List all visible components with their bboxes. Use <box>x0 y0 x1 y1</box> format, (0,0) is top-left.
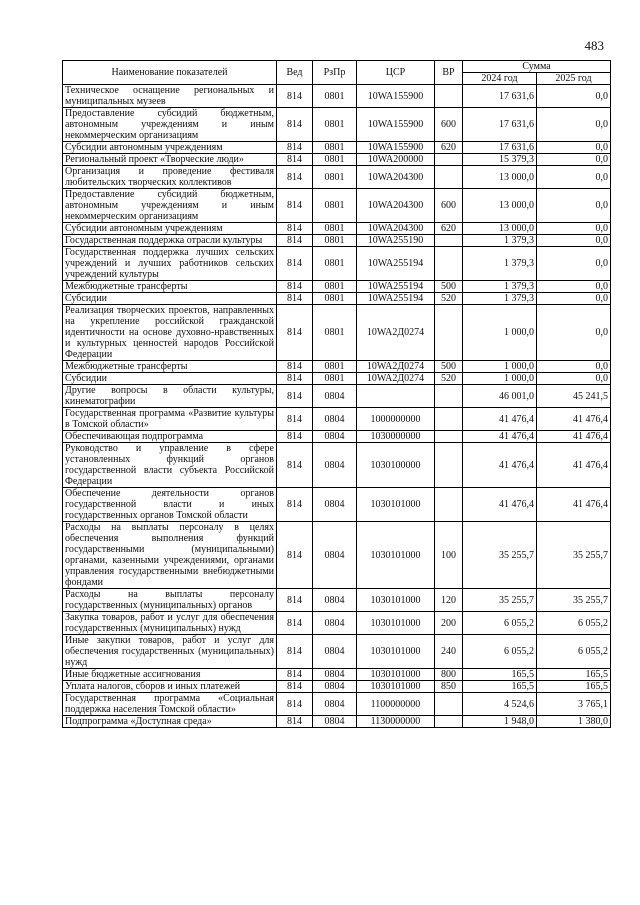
header-rzpr: РзПр <box>313 61 357 85</box>
row-ved: 814 <box>277 716 313 728</box>
row-sum-2025: 41 476,4 <box>537 443 611 488</box>
row-ved: 814 <box>277 166 313 189</box>
row-name: Иные закупки товаров, работ и услуг для обеспечения государственных (муниципальных) нужд <box>63 635 277 669</box>
table-row <box>63 142 611 154</box>
row-sum-2024: 41 476,4 <box>463 443 537 488</box>
table-row <box>63 166 611 189</box>
row-name: Предоставление субсидий бюджетным, автономным учреждениям и иным некоммерческим организациям <box>63 189 277 223</box>
row-csr: 10WA155900 <box>357 142 435 154</box>
table-row <box>63 612 611 635</box>
row-name: Руководство и управление в сфере установленных функций органов государственной власти субъекта Российской Федерации <box>63 443 277 488</box>
row-csr: 1100000000 <box>357 693 435 716</box>
row-name: Техническое оснащение региональных и муниципальных музеев <box>63 85 277 108</box>
row-sum-2025: 0,0 <box>537 108 611 142</box>
row-sum-2025: 0,0 <box>537 142 611 154</box>
table-row <box>63 223 611 235</box>
row-sum-2024: 41 476,4 <box>463 488 537 522</box>
row-rzpr: 0801 <box>313 223 357 235</box>
row-ved: 814 <box>277 189 313 223</box>
row-rzpr: 0801 <box>313 247 357 281</box>
row-sum-2024: 17 631,6 <box>463 108 537 142</box>
row-sum-2024: 1 000,0 <box>463 361 537 373</box>
row-vr <box>435 716 463 728</box>
row-vr: 850 <box>435 681 463 693</box>
row-name: Субсидии <box>63 373 277 385</box>
row-csr: 10WA155900 <box>357 108 435 142</box>
row-rzpr: 0804 <box>313 443 357 488</box>
row-vr: 600 <box>435 189 463 223</box>
row-vr <box>435 247 463 281</box>
row-name: Государственная программа «Развитие культуры в Томской области» <box>63 408 277 431</box>
row-ved: 814 <box>277 85 313 108</box>
row-sum-2024: 13 000,0 <box>463 189 537 223</box>
row-vr <box>435 385 463 408</box>
row-name: Уплата налогов, сборов и иных платежей <box>63 681 277 693</box>
row-rzpr: 0804 <box>313 681 357 693</box>
row-ved: 814 <box>277 669 313 681</box>
header-vr: ВР <box>435 61 463 85</box>
row-ved: 814 <box>277 408 313 431</box>
row-rzpr: 0804 <box>313 693 357 716</box>
table-row <box>63 669 611 681</box>
table-row <box>63 385 611 408</box>
row-sum-2025: 0,0 <box>537 223 611 235</box>
row-rzpr: 0801 <box>313 154 357 166</box>
row-rzpr: 0804 <box>313 612 357 635</box>
table-row <box>63 693 611 716</box>
row-rzpr: 0801 <box>313 166 357 189</box>
row-rzpr: 0801 <box>313 305 357 361</box>
row-rzpr: 0801 <box>313 142 357 154</box>
row-sum-2024: 4 524,6 <box>463 693 537 716</box>
row-sum-2024: 41 476,4 <box>463 408 537 431</box>
row-csr: 10WA200000 <box>357 154 435 166</box>
row-csr: 10WA204300 <box>357 223 435 235</box>
table-row <box>63 247 611 281</box>
row-name: Иные бюджетные ассигнования <box>63 669 277 681</box>
row-vr <box>435 488 463 522</box>
row-vr <box>435 235 463 247</box>
row-sum-2024: 1 379,3 <box>463 281 537 293</box>
header-sum: Сумма <box>463 61 611 73</box>
row-rzpr: 0801 <box>313 373 357 385</box>
row-rzpr: 0804 <box>313 522 357 589</box>
row-csr: 1130000000 <box>357 716 435 728</box>
row-name: Подпрограмма «Доступная среда» <box>63 716 277 728</box>
row-name: Региональный проект «Творческие люди» <box>63 154 277 166</box>
row-sum-2025: 6 055,2 <box>537 635 611 669</box>
row-csr: 1030101000 <box>357 612 435 635</box>
row-name: Обеспечивающая подпрограмма <box>63 431 277 443</box>
row-vr <box>435 693 463 716</box>
table-row <box>63 154 611 166</box>
row-vr <box>435 85 463 108</box>
row-sum-2025: 0,0 <box>537 189 611 223</box>
row-sum-2025: 45 241,5 <box>537 385 611 408</box>
row-sum-2024: 1 379,3 <box>463 235 537 247</box>
row-sum-2024: 41 476,4 <box>463 431 537 443</box>
row-vr: 500 <box>435 281 463 293</box>
row-sum-2025: 41 476,4 <box>537 431 611 443</box>
row-rzpr: 0801 <box>313 108 357 142</box>
row-vr <box>435 443 463 488</box>
row-vr <box>435 166 463 189</box>
row-sum-2025: 0,0 <box>537 281 611 293</box>
row-sum-2025: 41 476,4 <box>537 488 611 522</box>
row-sum-2025: 1 380,0 <box>537 716 611 728</box>
row-sum-2025: 35 255,7 <box>537 522 611 589</box>
table-row <box>63 281 611 293</box>
row-sum-2024: 35 255,7 <box>463 522 537 589</box>
row-sum-2025: 165,5 <box>537 669 611 681</box>
row-name: Реализация творческих проектов, направленных на укрепление российской гражданской идентичности на основе духовно-нравственных и культурных ценностей народов Российской Федерации <box>63 305 277 361</box>
row-csr: 10WA204300 <box>357 166 435 189</box>
row-sum-2024: 46 001,0 <box>463 385 537 408</box>
row-name: Межбюджетные трансферты <box>63 361 277 373</box>
row-name: Расходы на выплаты персоналу в целях обеспечения выполнения функций государственными (муниципальными) органами, казенными учреждениями, органами управления государственными внебюджетными фондами <box>63 522 277 589</box>
row-vr <box>435 305 463 361</box>
table-body <box>63 85 611 728</box>
table-row <box>63 305 611 361</box>
row-sum-2025: 0,0 <box>537 166 611 189</box>
row-sum-2025: 0,0 <box>537 154 611 166</box>
row-rzpr: 0804 <box>313 488 357 522</box>
row-name: Расходы на выплаты персоналу государственных (муниципальных) органов <box>63 589 277 612</box>
row-rzpr: 0801 <box>313 281 357 293</box>
row-sum-2025: 0,0 <box>537 305 611 361</box>
row-sum-2025: 0,0 <box>537 85 611 108</box>
row-sum-2025: 0,0 <box>537 235 611 247</box>
table-row <box>63 408 611 431</box>
table-row <box>63 431 611 443</box>
row-sum-2025: 0,0 <box>537 361 611 373</box>
row-rzpr: 0801 <box>313 293 357 305</box>
page-number: 483 <box>584 38 604 53</box>
header-csr: ЦСР <box>357 61 435 85</box>
row-ved: 814 <box>277 373 313 385</box>
row-sum-2024: 6 055,2 <box>463 612 537 635</box>
row-vr <box>435 408 463 431</box>
row-name: Государственная поддержка отрасли культуры <box>63 235 277 247</box>
row-sum-2024: 17 631,6 <box>463 142 537 154</box>
row-sum-2024: 165,5 <box>463 669 537 681</box>
table-row <box>63 716 611 728</box>
row-ved: 814 <box>277 142 313 154</box>
row-rzpr: 0804 <box>313 669 357 681</box>
row-csr: 10WA2Д0274 <box>357 361 435 373</box>
row-csr: 1030101000 <box>357 589 435 612</box>
row-csr <box>357 385 435 408</box>
table-row <box>63 235 611 247</box>
row-csr: 1030101000 <box>357 488 435 522</box>
row-name: Обеспечение деятельности органов государственной власти и иных государственных органов Томской области <box>63 488 277 522</box>
row-sum-2024: 13 000,0 <box>463 223 537 235</box>
row-csr: 10WA255194 <box>357 293 435 305</box>
row-name: Субсидии автономным учреждениям <box>63 142 277 154</box>
row-csr: 10WA155900 <box>357 85 435 108</box>
row-ved: 814 <box>277 108 313 142</box>
row-rzpr: 0804 <box>313 385 357 408</box>
row-csr: 10WA2Д0274 <box>357 305 435 361</box>
budget-table <box>62 60 611 728</box>
row-name: Другие вопросы в области культуры, кинематографии <box>63 385 277 408</box>
table-row <box>63 681 611 693</box>
row-csr: 10WA255194 <box>357 281 435 293</box>
row-csr: 1030101000 <box>357 635 435 669</box>
row-ved: 814 <box>277 693 313 716</box>
row-csr: 10WA204300 <box>357 189 435 223</box>
row-rzpr: 0804 <box>313 716 357 728</box>
row-ved: 814 <box>277 681 313 693</box>
row-ved: 814 <box>277 223 313 235</box>
row-ved: 814 <box>277 431 313 443</box>
row-vr: 240 <box>435 635 463 669</box>
row-rzpr: 0801 <box>313 85 357 108</box>
row-name: Организация и проведение фестиваля любительских творческих коллективов <box>63 166 277 189</box>
row-sum-2025: 0,0 <box>537 373 611 385</box>
row-sum-2025: 0,0 <box>537 293 611 305</box>
row-vr: 520 <box>435 293 463 305</box>
row-sum-2024: 1 000,0 <box>463 305 537 361</box>
header-year-2025: 2025 год <box>537 73 611 85</box>
row-name: Закупка товаров, работ и услуг для обеспечения государственных (муниципальных) нужд <box>63 612 277 635</box>
table-row <box>63 373 611 385</box>
row-vr: 100 <box>435 522 463 589</box>
row-ved: 814 <box>277 235 313 247</box>
row-vr: 200 <box>435 612 463 635</box>
row-ved: 814 <box>277 385 313 408</box>
header-name: Наименование показателей <box>63 61 277 85</box>
row-ved: 814 <box>277 305 313 361</box>
table-row <box>63 443 611 488</box>
row-name: Предоставление субсидий бюджетным, автономным учреждениям и иным некоммерческим организациям <box>63 108 277 142</box>
table-row <box>63 189 611 223</box>
table-row <box>63 522 611 589</box>
table-header <box>63 61 611 85</box>
row-ved: 814 <box>277 443 313 488</box>
table-row <box>63 108 611 142</box>
row-csr: 1030101000 <box>357 681 435 693</box>
row-sum-2024: 1 000,0 <box>463 373 537 385</box>
row-vr <box>435 154 463 166</box>
header-ved: Вед <box>277 61 313 85</box>
row-sum-2025: 35 255,7 <box>537 589 611 612</box>
row-vr: 620 <box>435 223 463 235</box>
row-name: Государственная поддержка лучших сельских учреждений и лучших работников сельских учреждений культуры <box>63 247 277 281</box>
row-name: Государственная программа «Социальная поддержка населения Томской области» <box>63 693 277 716</box>
row-ved: 814 <box>277 612 313 635</box>
row-name: Субсидии <box>63 293 277 305</box>
row-rzpr: 0801 <box>313 361 357 373</box>
row-sum-2024: 15 379,3 <box>463 154 537 166</box>
table-row <box>63 85 611 108</box>
row-rzpr: 0804 <box>313 408 357 431</box>
row-sum-2024: 1 379,3 <box>463 293 537 305</box>
table-row <box>63 361 611 373</box>
row-sum-2024: 13 000,0 <box>463 166 537 189</box>
row-rzpr: 0804 <box>313 635 357 669</box>
row-ved: 814 <box>277 589 313 612</box>
row-vr: 800 <box>435 669 463 681</box>
row-sum-2025: 6 055,2 <box>537 612 611 635</box>
row-csr: 1030000000 <box>357 431 435 443</box>
row-csr: 1030101000 <box>357 522 435 589</box>
row-csr: 1030100000 <box>357 443 435 488</box>
row-vr: 500 <box>435 361 463 373</box>
row-ved: 814 <box>277 281 313 293</box>
row-csr: 1000000000 <box>357 408 435 431</box>
row-sum-2025: 0,0 <box>537 247 611 281</box>
row-csr: 1030101000 <box>357 669 435 681</box>
table-row <box>63 488 611 522</box>
row-ved: 814 <box>277 488 313 522</box>
row-name: Субсидии автономным учреждениям <box>63 223 277 235</box>
row-rzpr: 0801 <box>313 235 357 247</box>
row-ved: 814 <box>277 522 313 589</box>
row-rzpr: 0804 <box>313 589 357 612</box>
row-vr: 600 <box>435 108 463 142</box>
header-year-2024: 2024 год <box>463 73 537 85</box>
row-sum-2025: 3 765,1 <box>537 693 611 716</box>
row-rzpr: 0801 <box>313 189 357 223</box>
row-sum-2024: 6 055,2 <box>463 635 537 669</box>
row-vr: 520 <box>435 373 463 385</box>
row-name: Межбюджетные трансферты <box>63 281 277 293</box>
row-sum-2025: 41 476,4 <box>537 408 611 431</box>
row-sum-2024: 35 255,7 <box>463 589 537 612</box>
row-ved: 814 <box>277 247 313 281</box>
row-vr <box>435 431 463 443</box>
row-csr: 10WA255194 <box>357 247 435 281</box>
row-sum-2024: 17 631,6 <box>463 85 537 108</box>
table-row <box>63 635 611 669</box>
row-ved: 814 <box>277 635 313 669</box>
row-vr: 120 <box>435 589 463 612</box>
row-ved: 814 <box>277 361 313 373</box>
row-vr: 620 <box>435 142 463 154</box>
row-rzpr: 0804 <box>313 431 357 443</box>
table-row <box>63 589 611 612</box>
row-sum-2024: 1 379,3 <box>463 247 537 281</box>
row-sum-2024: 165,5 <box>463 681 537 693</box>
row-csr: 10WA2Д0274 <box>357 373 435 385</box>
row-csr: 10WA255190 <box>357 235 435 247</box>
row-ved: 814 <box>277 154 313 166</box>
row-sum-2025: 165,5 <box>537 681 611 693</box>
row-sum-2024: 1 948,0 <box>463 716 537 728</box>
row-ved: 814 <box>277 293 313 305</box>
table-row <box>63 293 611 305</box>
